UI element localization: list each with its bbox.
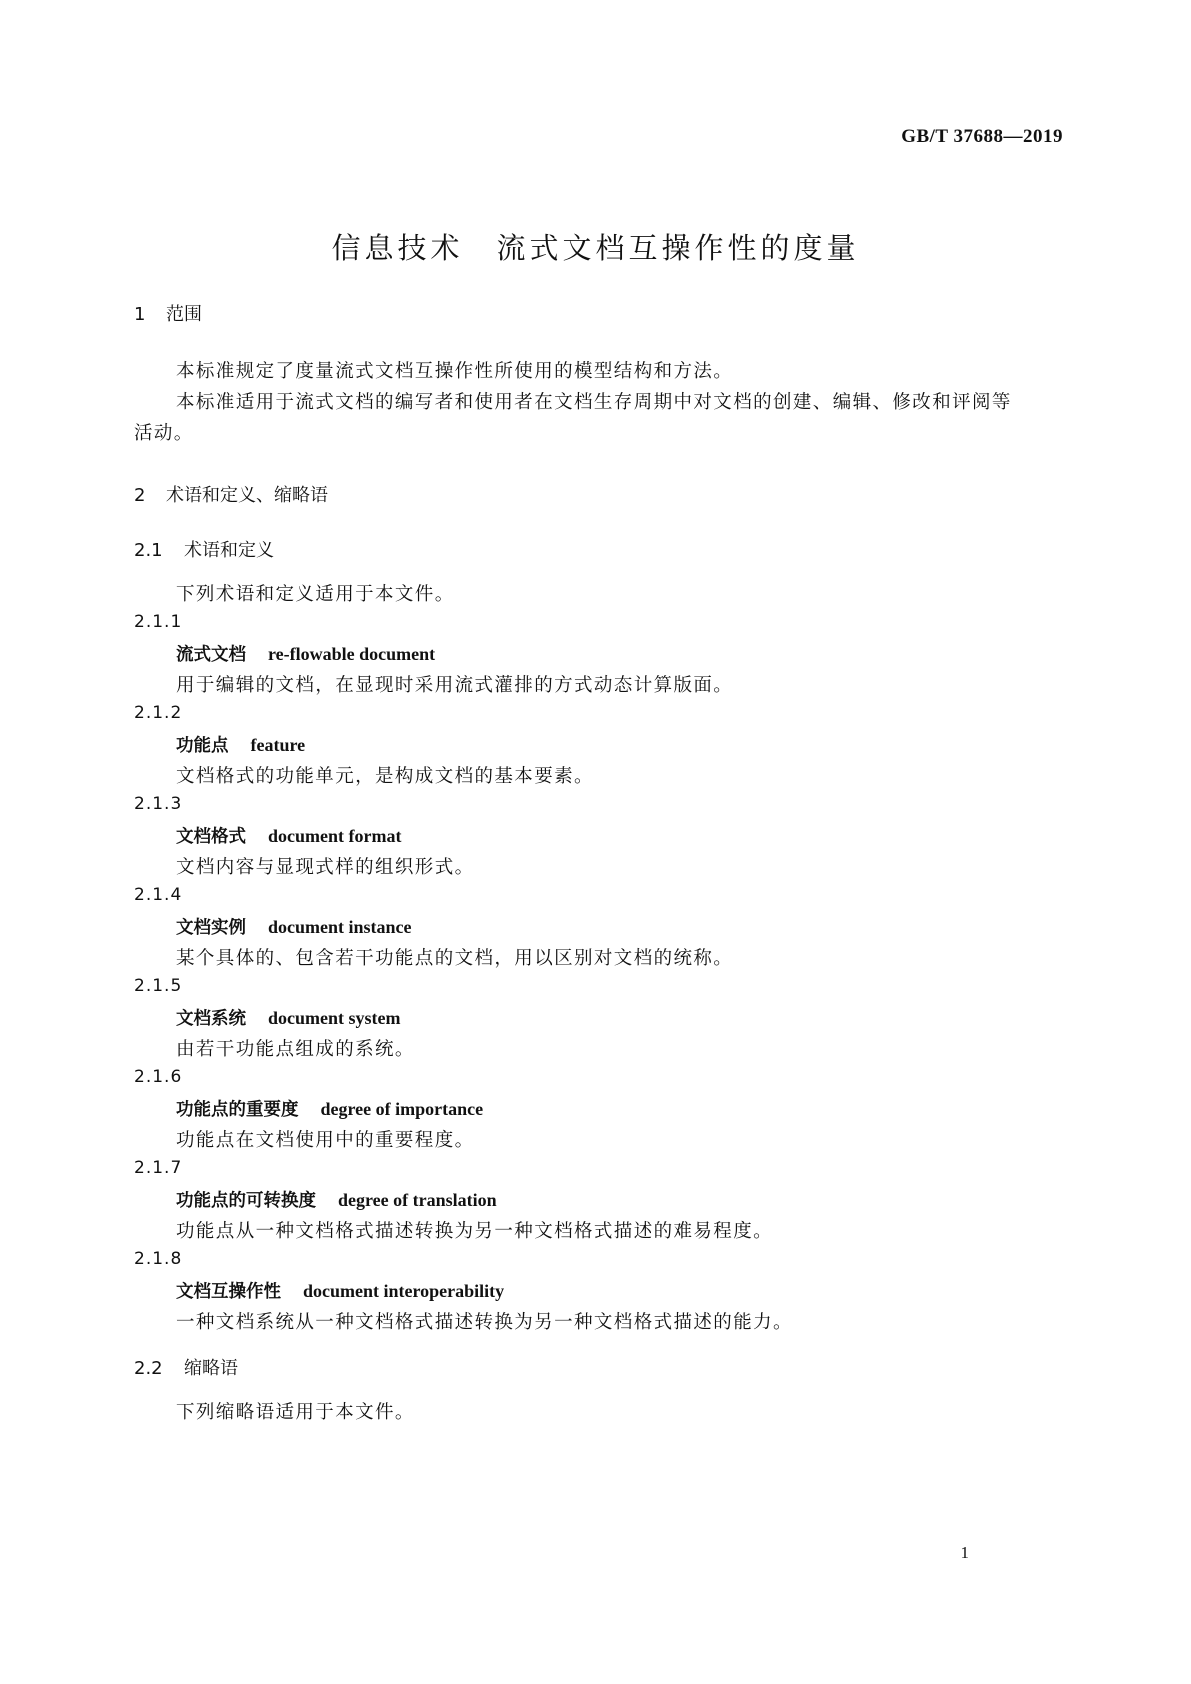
- scope-paragraph-2: 本标准适用于流式文档的编写者和使用者在文档生存周期中对文档的创建、编辑、修改和评阅等: [176, 392, 1012, 413]
- section-2-1-title: 术语和定义: [184, 540, 274, 561]
- term-zh: 功能点的可转换度: [176, 1191, 316, 1211]
- section-1-number: 1: [134, 304, 146, 325]
- standard-code: GB/T 37688—2019: [901, 126, 1063, 147]
- term-definition: 用于编辑的文档，在显现时采用流式灌排的方式动态计算版面。: [176, 675, 734, 696]
- term-en: degree of translation: [338, 1190, 497, 1210]
- section-2-1-heading: [134, 536, 274, 562]
- term-number: 2.1.8: [134, 1249, 183, 1269]
- section-2-2-number: 2.2: [134, 1358, 163, 1379]
- term-zh: 文档实例: [176, 918, 246, 938]
- section-1-heading: [134, 300, 202, 326]
- term-heading: [176, 1096, 483, 1121]
- term-en: re-flowable document: [268, 644, 436, 664]
- section-2-title: 术语和定义、缩略语: [166, 485, 328, 506]
- terms-intro: 下列术语和定义适用于本文件。: [176, 584, 455, 605]
- term-number: 2.1.3: [134, 794, 183, 814]
- term-number: 2.1.5: [134, 976, 183, 996]
- term-heading: [176, 1187, 497, 1212]
- term-heading: [176, 641, 435, 666]
- term-definition: 功能点从一种文档格式描述转换为另一种文档格式描述的难易程度。: [176, 1221, 774, 1242]
- document-title: 信息技术 流式文档互操作性的度量: [331, 231, 860, 265]
- page-number: 1: [960, 1543, 969, 1562]
- term-definition: 功能点在文档使用中的重要程度。: [176, 1130, 475, 1151]
- term-en: document instance: [268, 917, 412, 937]
- section-1-title: 范围: [166, 304, 202, 325]
- term-zh: 文档格式: [176, 827, 246, 847]
- term-en: degree of importance: [320, 1099, 484, 1119]
- term-en: feature: [250, 735, 306, 755]
- section-2-number: 2: [134, 485, 146, 506]
- term-definition: 某个具体的、包含若干功能点的文档，用以区别对文档的统称。: [176, 948, 734, 969]
- section-2-2-title: 缩略语: [184, 1358, 238, 1379]
- abbreviations-intro: 下列缩略语适用于本文件。: [176, 1402, 415, 1423]
- scope-paragraph-1: 本标准规定了度量流式文档互操作性所使用的模型结构和方法。: [176, 361, 734, 382]
- term-en: document format: [268, 826, 402, 846]
- term-heading: [176, 823, 401, 848]
- section-2-heading: [134, 481, 328, 507]
- term-number: 2.1.6: [134, 1067, 183, 1087]
- term-heading: [176, 1005, 401, 1030]
- section-2-1-number: 2.1: [134, 540, 163, 561]
- term-zh: 流式文档: [176, 645, 246, 665]
- term-definition: 由若干功能点组成的系统。: [176, 1039, 415, 1060]
- term-heading: [176, 1278, 504, 1303]
- term-zh: 文档系统: [176, 1009, 246, 1029]
- scope-paragraph-2-continued: 活动。: [134, 423, 194, 444]
- term-heading: [176, 732, 305, 757]
- term-number: 2.1.1: [134, 612, 183, 632]
- term-number: 2.1.7: [134, 1158, 183, 1178]
- term-zh: 功能点: [176, 736, 229, 756]
- term-zh: 功能点的重要度: [176, 1100, 299, 1120]
- term-en: document interoperability: [303, 1281, 505, 1301]
- term-heading: [176, 914, 412, 939]
- section-2-2-heading: [134, 1354, 238, 1380]
- term-zh: 文档互操作性: [176, 1282, 281, 1302]
- term-definition: 文档格式的功能单元，是构成文档的基本要素。: [176, 766, 594, 787]
- term-en: document system: [268, 1008, 401, 1028]
- term-definition: 一种文档系统从一种文档格式描述转换为另一种文档格式描述的能力。: [176, 1312, 793, 1333]
- term-definition: 文档内容与显现式样的组织形式。: [176, 857, 475, 878]
- term-number: 2.1.4: [134, 885, 183, 905]
- term-number: 2.1.2: [134, 703, 183, 723]
